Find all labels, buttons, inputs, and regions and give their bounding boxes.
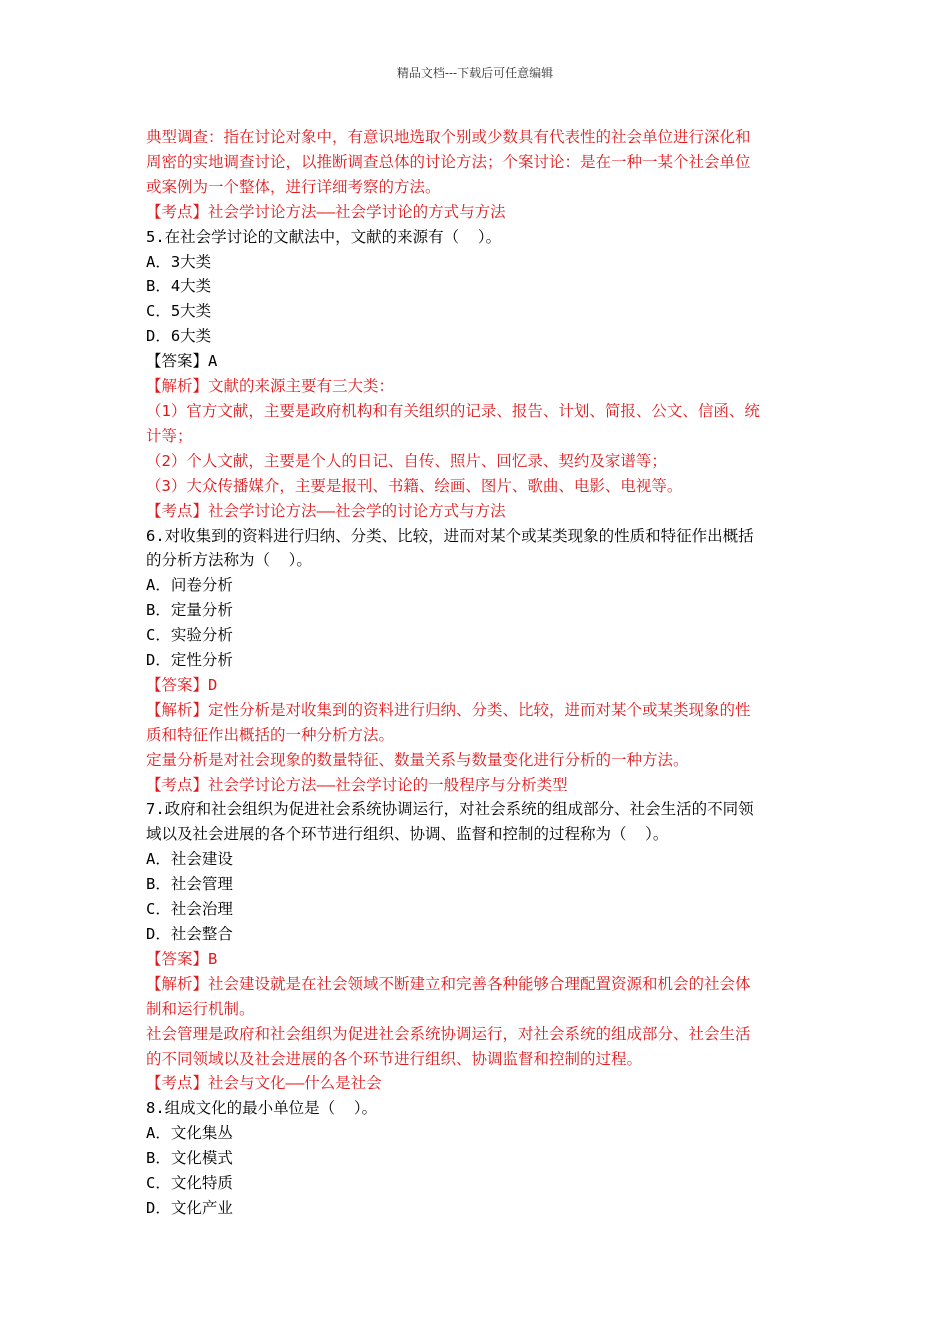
text-line: 【解析】社会建设就是在社会领域不断建立和完善各种能够合理配置资源和机会的社会体 xyxy=(146,974,751,993)
text-line: （1）官方文献，主要是政府机构和有关组织的记录、报告、计划、简报、公文、信函、统 xyxy=(146,401,760,420)
text-line: 【答案】D xyxy=(146,675,218,694)
text-line: 典型调查：指在讨论对象中，有意识地选取个别或少数具有代表性的社会单位进行深化和 xyxy=(146,128,751,146)
text-line: 质和特征作出概括的一种分析方法。 xyxy=(146,725,395,744)
text-line: 5.在社会学讨论的文献法中，文献的来源有（ ）。 xyxy=(146,227,502,246)
text-line: 周密的实地调查讨论，以推断调查总体的讨论方法；个案讨论：是在一种一某个社会单位 xyxy=(146,152,751,171)
text-line: 8.组成文化的最小单位是（ ）。 xyxy=(146,1099,378,1118)
text-line: 【解析】定性分析是对收集到的资料进行归纳、分类、比较，进而对某个或某类现象的性 xyxy=(146,700,751,719)
text-line: 定量分析是对社会现象的数量特征、数量关系与数量变化进行分析的一种方法。 xyxy=(146,750,689,769)
text-line: A．社会建设 xyxy=(146,850,233,869)
text-line: 【解析】文献的来源主要有三大类： xyxy=(146,377,395,396)
text-line: 或案例为一个整体，进行详细考察的方法。 xyxy=(146,177,441,196)
page-header: 精品文档---下载后可任意编辑 xyxy=(396,66,554,80)
text-line: D．定性分析 xyxy=(146,651,233,670)
text-line: C．社会治理 xyxy=(146,900,233,919)
text-line: C．实验分析 xyxy=(146,626,233,645)
text-line: C．5大类 xyxy=(146,302,212,321)
text-line: D．社会整合 xyxy=(146,925,233,943)
text-line: （3）大众传播媒介，主要是报刊、书籍、绘画、图片、歌曲、电影、电视等。 xyxy=(146,476,683,495)
text-line: （2）个人文献，主要是个人的日记、自传、照片、回忆录、契约及家谱等； xyxy=(146,451,667,470)
text-line: 【考点】社会与文化——什么是社会 xyxy=(146,1074,382,1093)
text-line: 7.政府和社会组织为促进社会系统协调运行，对社会系统的组成部分、社会生活的不同领 xyxy=(146,800,754,819)
text-line: C．文化特质 xyxy=(146,1174,233,1193)
text-line: 【答案】B xyxy=(146,949,218,968)
text-line: D．文化产业 xyxy=(146,1198,233,1217)
text-line: 【考点】社会学讨论方法——社会学讨论的方式与方法 xyxy=(146,202,506,221)
text-line: 的不同领域以及社会进展的各个环节进行组织、协调监督和控制的过程。 xyxy=(146,1049,643,1068)
text-line: 【考点】社会学讨论方法——社会学的讨论方式与方法 xyxy=(146,501,506,520)
text-line: B．定量分析 xyxy=(146,601,233,620)
text-line: 的分析方法称为（ ）。 xyxy=(146,551,312,570)
text-line: D．6大类 xyxy=(146,327,212,346)
text-line: B．文化模式 xyxy=(146,1149,233,1168)
text-line: A．文化集丛 xyxy=(146,1124,233,1143)
document-body xyxy=(146,125,811,1221)
text-line: 域以及社会进展的各个环节进行组织、协调、监督和控制的过程称为（ ）。 xyxy=(146,825,669,844)
text-line: B．社会管理 xyxy=(146,875,233,894)
text-line: 制和运行机制。 xyxy=(146,999,255,1018)
text-line: 【考点】社会学讨论方法——社会学讨论的一般程序与分析类型 xyxy=(146,775,568,794)
text-line: A．3大类 xyxy=(146,252,212,271)
text-line: B．4大类 xyxy=(146,277,212,296)
text-line: 计等； xyxy=(146,426,193,445)
text-line: 【答案】A xyxy=(146,352,218,371)
text-line: A．问卷分析 xyxy=(146,576,233,595)
text-line: 6.对收集到的资料进行归纳、分类、比较，进而对某个或某类现象的性质和特征作出概括 xyxy=(146,526,754,545)
text-line: 社会管理是政府和社会组织为促进社会系统协调运行，对社会系统的组成部分、社会生活 xyxy=(146,1024,751,1043)
